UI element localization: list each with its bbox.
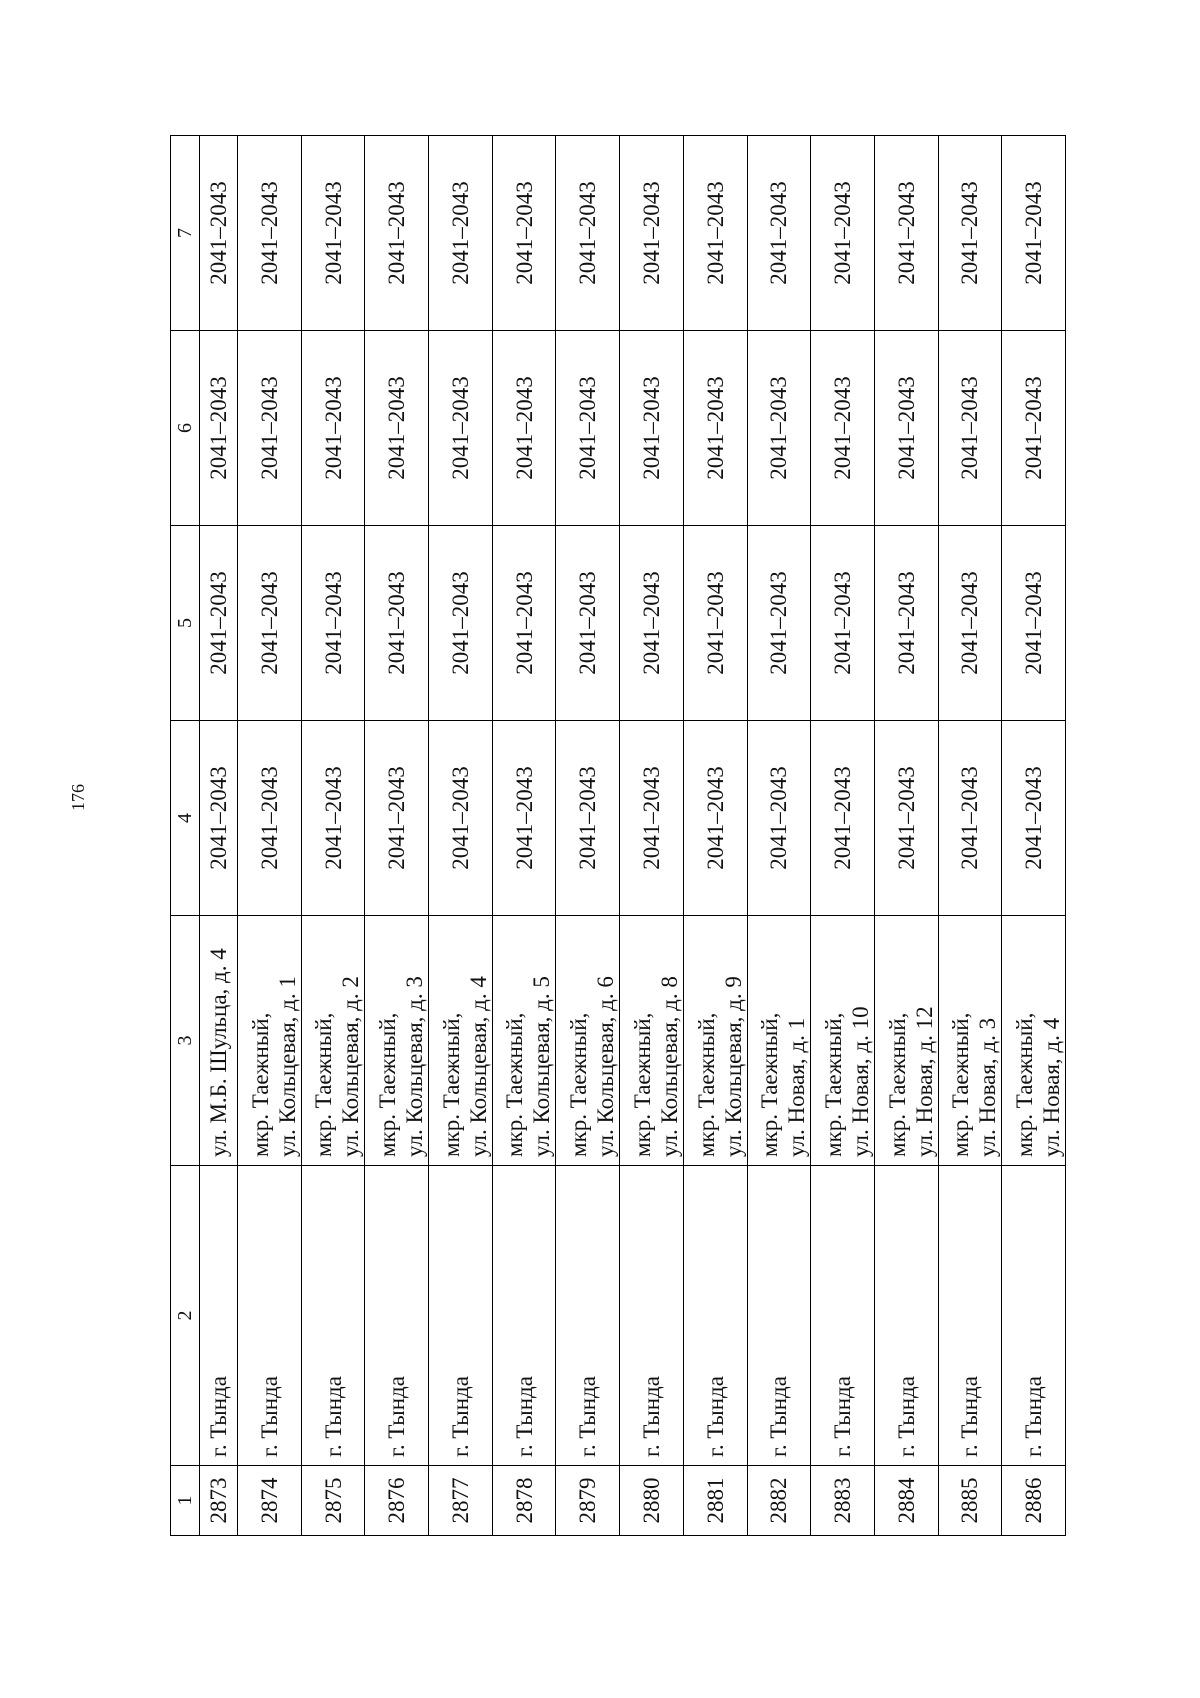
city-cell: г. Тында <box>238 1166 302 1466</box>
row-number: 2876 <box>365 1466 429 1536</box>
address-cell <box>683 916 747 1166</box>
period-cell-col5: 2041–2043 <box>429 526 493 721</box>
address-line: ул. Кольцевая, д. 2 <box>338 976 364 1157</box>
period-cell-col4: 2041–2043 <box>874 721 938 916</box>
address-line: мкр. Таежный, <box>566 1012 592 1157</box>
row-number: 2880 <box>620 1466 684 1536</box>
address-line: ул. Кольцевая, д. 3 <box>402 976 428 1157</box>
period-cell-col4: 2041–2043 <box>683 721 747 916</box>
period-cell-col6: 2041–2043 <box>301 331 365 526</box>
period-cell-col4: 2041–2043 <box>492 721 556 916</box>
period-cell-col4: 2041–2043 <box>747 721 811 916</box>
period-cell-col6: 2041–2043 <box>238 331 302 526</box>
period-cell-col6: 2041–2043 <box>1002 331 1066 526</box>
page-number: 176 <box>68 784 88 811</box>
address-cell <box>556 916 620 1166</box>
row-number: 2878 <box>492 1466 556 1536</box>
address-line: ул. Новая, д. 10 <box>847 1006 873 1157</box>
period-cell-col6: 2041–2043 <box>429 331 493 526</box>
address-line: ул. Кольцевая, д. 6 <box>593 976 619 1157</box>
address-line: мкр. Таежный, <box>1011 1012 1037 1157</box>
period-cell-col4: 2041–2043 <box>365 721 429 916</box>
period-cell-col5: 2041–2043 <box>365 526 429 721</box>
address-line: мкр. Таежный, <box>820 1012 846 1157</box>
city-cell: г. Тында <box>874 1166 938 1466</box>
period-cell-col6: 2041–2043 <box>938 331 1002 526</box>
address-line: мкр. Таежный, <box>247 1012 273 1157</box>
table-row <box>556 136 620 1536</box>
address-cell <box>747 916 811 1166</box>
row-number: 2886 <box>1002 1466 1066 1536</box>
row-number: 2881 <box>683 1466 747 1536</box>
period-cell-col7: 2041–2043 <box>429 136 493 331</box>
column-header-4: 4 <box>171 721 200 916</box>
address-line: ул. Новая, д. 1 <box>784 1017 810 1157</box>
city-cell: г. Тында <box>492 1166 556 1466</box>
period-cell-col4: 2041–2043 <box>200 721 238 916</box>
table-row <box>620 136 684 1536</box>
table-row <box>747 136 811 1536</box>
address-line: мкр. Таежный, <box>502 1012 528 1157</box>
address-cell <box>365 916 429 1166</box>
row-number: 2875 <box>301 1466 365 1536</box>
address-line: ул. М.Б. Шульца, д. 4 <box>206 948 231 1157</box>
schedule-table <box>170 135 1066 1536</box>
period-cell-col5: 2041–2043 <box>811 526 875 721</box>
period-cell-col7: 2041–2043 <box>492 136 556 331</box>
city-cell: г. Тында <box>938 1166 1002 1466</box>
period-cell-col4: 2041–2043 <box>938 721 1002 916</box>
period-cell-col5: 2041–2043 <box>200 526 238 721</box>
period-cell-col7: 2041–2043 <box>365 136 429 331</box>
address-cell <box>938 916 1002 1166</box>
address-line: ул. Кольцевая, д. 5 <box>529 976 555 1157</box>
row-number: 2883 <box>811 1466 875 1536</box>
period-cell-col6: 2041–2043 <box>683 331 747 526</box>
period-cell-col5: 2041–2043 <box>683 526 747 721</box>
address-line: ул. Кольцевая, д. 4 <box>465 976 491 1157</box>
city-cell: г. Тында <box>620 1166 684 1466</box>
address-cell <box>429 916 493 1166</box>
period-cell-col4: 2041–2043 <box>620 721 684 916</box>
period-cell-col7: 2041–2043 <box>200 136 238 331</box>
table-row <box>429 136 493 1536</box>
city-cell: г. Тында <box>200 1166 238 1466</box>
period-cell-col7: 2041–2043 <box>620 136 684 331</box>
address-line: мкр. Таежный, <box>629 1012 655 1157</box>
row-number: 2873 <box>200 1466 238 1536</box>
address-cell <box>492 916 556 1166</box>
city-cell: г. Тында <box>747 1166 811 1466</box>
period-cell-col6: 2041–2043 <box>365 331 429 526</box>
column-header-7: 7 <box>171 136 200 331</box>
period-cell-col7: 2041–2043 <box>938 136 1002 331</box>
row-number: 2874 <box>238 1466 302 1536</box>
row-number: 2884 <box>874 1466 938 1536</box>
period-cell-col5: 2041–2043 <box>1002 526 1066 721</box>
city-cell: г. Тында <box>683 1166 747 1466</box>
period-cell-col7: 2041–2043 <box>683 136 747 331</box>
row-number: 2885 <box>938 1466 1002 1536</box>
period-cell-col4: 2041–2043 <box>1002 721 1066 916</box>
column-header-3: 3 <box>171 916 200 1166</box>
period-cell-col4: 2041–2043 <box>301 721 365 916</box>
period-cell-col4: 2041–2043 <box>429 721 493 916</box>
address-line: ул. Кольцевая, д. 8 <box>656 976 682 1157</box>
table-header <box>171 136 200 1536</box>
period-cell-col5: 2041–2043 <box>620 526 684 721</box>
address-cell <box>238 916 302 1166</box>
row-number: 2879 <box>556 1466 620 1536</box>
table-row <box>1002 136 1066 1536</box>
period-cell-col7: 2041–2043 <box>747 136 811 331</box>
city-cell: г. Тында <box>365 1166 429 1466</box>
period-cell-col7: 2041–2043 <box>811 136 875 331</box>
table-row <box>938 136 1002 1536</box>
period-cell-col6: 2041–2043 <box>200 331 238 526</box>
header-row <box>171 136 200 1536</box>
period-cell-col5: 2041–2043 <box>556 526 620 721</box>
period-cell-col4: 2041–2043 <box>556 721 620 916</box>
column-header-2: 2 <box>171 1166 200 1466</box>
address-line: ул. Новая, д. 3 <box>975 1017 1001 1157</box>
period-cell-col5: 2041–2043 <box>301 526 365 721</box>
address-cell <box>1002 916 1066 1166</box>
address-line: ул. Новая, д. 4 <box>1038 1017 1064 1157</box>
period-cell-col4: 2041–2043 <box>238 721 302 916</box>
address-line: мкр. Таежный, <box>311 1012 337 1157</box>
address-cell <box>301 916 365 1166</box>
period-cell-col7: 2041–2043 <box>874 136 938 331</box>
table-row <box>365 136 429 1536</box>
period-cell-col6: 2041–2043 <box>620 331 684 526</box>
address-line: мкр. Таежный, <box>438 1012 464 1157</box>
address-line: мкр. Таежный, <box>884 1012 910 1157</box>
table-row <box>683 136 747 1536</box>
table-row <box>200 136 238 1536</box>
address-line: мкр. Таежный, <box>757 1012 783 1157</box>
address-line: мкр. Таежный, <box>948 1012 974 1157</box>
table-row <box>492 136 556 1536</box>
address-cell <box>200 916 238 1166</box>
period-cell-col7: 2041–2043 <box>238 136 302 331</box>
period-cell-col5: 2041–2043 <box>492 526 556 721</box>
row-number: 2882 <box>747 1466 811 1536</box>
period-cell-col5: 2041–2043 <box>238 526 302 721</box>
period-cell-col6: 2041–2043 <box>874 331 938 526</box>
city-cell: г. Тында <box>556 1166 620 1466</box>
address-line: ул. Кольцевая, д. 1 <box>274 976 300 1157</box>
period-cell-col6: 2041–2043 <box>747 331 811 526</box>
table-row <box>301 136 365 1536</box>
period-cell-col5: 2041–2043 <box>747 526 811 721</box>
period-cell-col7: 2041–2043 <box>556 136 620 331</box>
period-cell-col7: 2041–2043 <box>301 136 365 331</box>
city-cell: г. Тында <box>301 1166 365 1466</box>
table-row <box>811 136 875 1536</box>
period-cell-col6: 2041–2043 <box>811 331 875 526</box>
address-cell <box>874 916 938 1166</box>
address-line: ул. Новая, д. 12 <box>911 1006 937 1157</box>
column-header-1: 1 <box>171 1466 200 1536</box>
column-header-5: 5 <box>171 526 200 721</box>
address-line: ул. Кольцевая, д. 9 <box>720 976 746 1157</box>
period-cell-col6: 2041–2043 <box>492 331 556 526</box>
table-body <box>200 136 1066 1536</box>
address-cell <box>811 916 875 1166</box>
row-number: 2877 <box>429 1466 493 1536</box>
address-line: мкр. Таежный, <box>693 1012 719 1157</box>
period-cell-col6: 2041–2043 <box>556 331 620 526</box>
table-row <box>238 136 302 1536</box>
city-cell: г. Тында <box>811 1166 875 1466</box>
column-header-6: 6 <box>171 331 200 526</box>
table-row <box>874 136 938 1536</box>
city-cell: г. Тында <box>1002 1166 1066 1466</box>
address-line: мкр. Таежный, <box>375 1012 401 1157</box>
address-cell <box>620 916 684 1166</box>
period-cell-col7: 2041–2043 <box>1002 136 1066 331</box>
period-cell-col5: 2041–2043 <box>874 526 938 721</box>
period-cell-col4: 2041–2043 <box>811 721 875 916</box>
city-cell: г. Тында <box>429 1166 493 1466</box>
period-cell-col5: 2041–2043 <box>938 526 1002 721</box>
